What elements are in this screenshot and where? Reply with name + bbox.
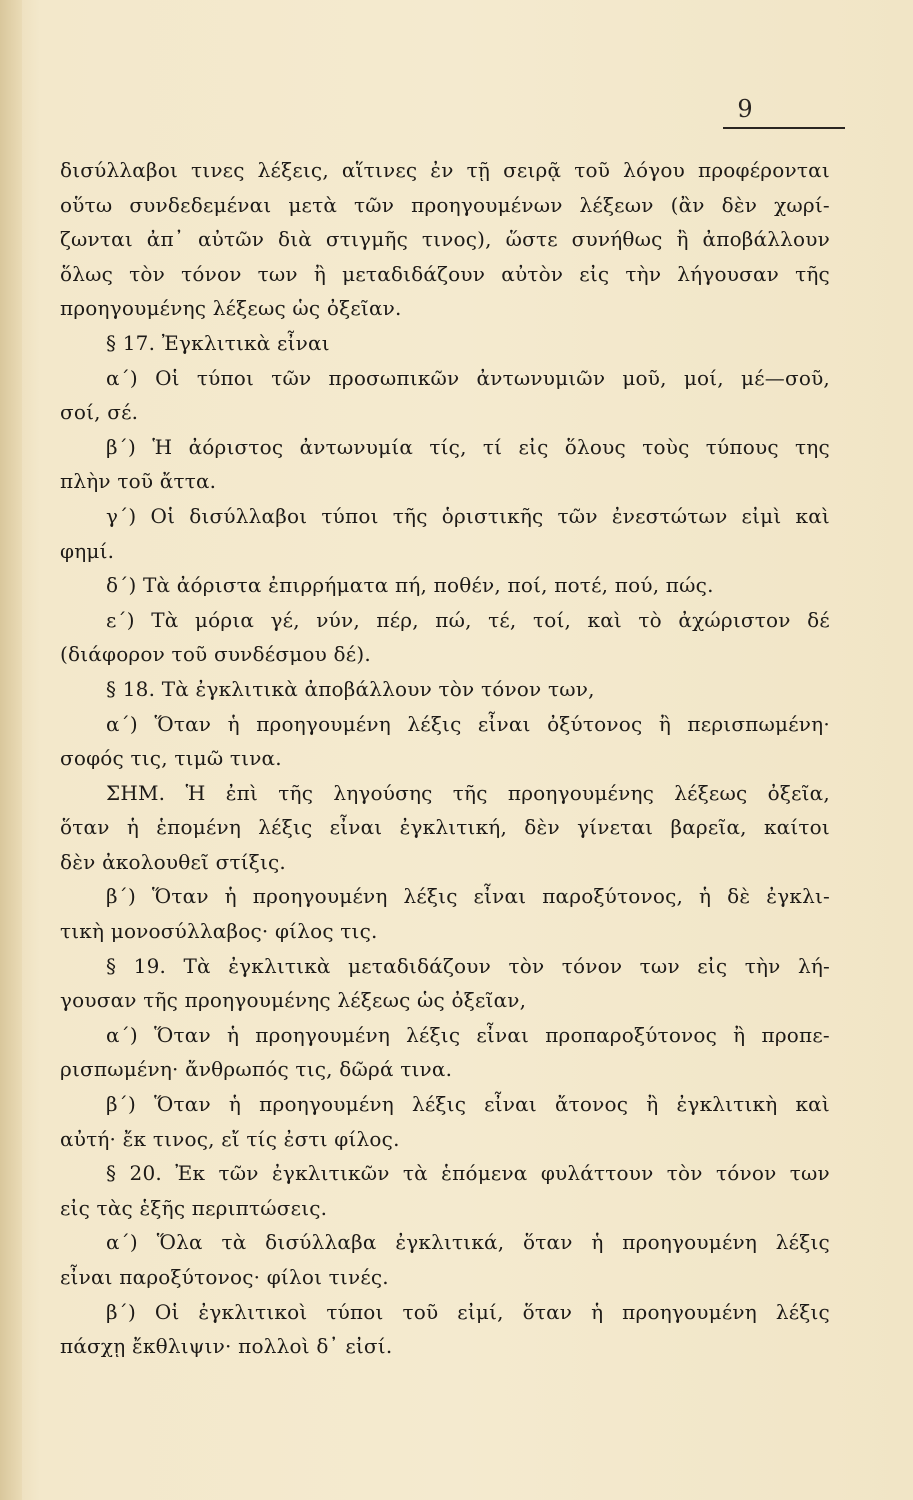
word: προηγουμένη — [259, 1092, 394, 1117]
word: Ὅταν — [154, 711, 212, 736]
word: λέξις — [406, 1022, 461, 1047]
word: ἡ — [224, 884, 237, 909]
word: δὲ — [727, 884, 751, 909]
word: τὸ — [638, 607, 662, 632]
word: τῇ — [466, 158, 491, 182]
word: πώ, — [435, 607, 472, 632]
text-line — [60, 1052, 830, 1087]
word: εἶναι — [476, 1022, 530, 1047]
word: λέξις — [412, 1092, 467, 1117]
word: μετὰ — [288, 192, 338, 217]
text-line — [60, 499, 830, 534]
word: γ΄) — [106, 503, 137, 528]
word: χωρί- — [774, 192, 830, 217]
word: προηγουμένη — [622, 1230, 758, 1255]
word: καίτοι — [763, 815, 830, 840]
word: προπε- — [761, 1022, 830, 1047]
word: εἶναι — [484, 1092, 537, 1117]
word: εἶναι — [477, 711, 531, 736]
line-text: δ΄) Τὰ ἀόριστα ἐπιρρήματα πή, ποθέν, ποί, ποτέ, πού, πώς. — [106, 573, 714, 598]
binding-edge — [0, 0, 22, 1500]
word: ἀχώριστον — [678, 607, 791, 632]
word: τύποι — [196, 365, 255, 390]
word: προηγουμένη — [252, 884, 388, 909]
word: τῆς — [392, 503, 428, 528]
text-line — [60, 603, 830, 638]
text-line — [60, 1087, 830, 1122]
word: ἐπὶ — [225, 780, 259, 805]
word: εἰμὶ — [741, 503, 782, 528]
word: Οἱ — [154, 1299, 180, 1324]
word: τόνον — [561, 953, 623, 978]
word: ΣΗΜ. — [106, 780, 166, 805]
word: παροξύτονος, — [542, 884, 684, 909]
line-text: γουσαν τῆς προηγουμένης λέξεως ὡς ὀξεῖαν, — [60, 988, 527, 1013]
word: προηγουμένης — [507, 780, 655, 805]
text-line — [60, 810, 830, 845]
word: της — [795, 434, 830, 459]
word: εἰς — [697, 953, 728, 978]
word: § — [106, 953, 117, 978]
word: τόνον — [715, 1161, 777, 1186]
word: ἀόριστος — [188, 434, 284, 459]
word: ἐγκλι- — [766, 884, 830, 909]
word: δισύλλαβοι — [189, 503, 308, 528]
text-line — [60, 672, 830, 707]
word: εἰμί, — [457, 1299, 504, 1324]
text-line — [60, 1260, 830, 1295]
word: ἡ — [226, 1022, 240, 1047]
word: Ὅταν — [154, 1092, 211, 1117]
word: ὅταν — [60, 815, 110, 840]
word: α΄) — [106, 1230, 138, 1255]
line-text: πλὴν τοῦ ἄττα. — [60, 469, 217, 494]
word: ὥστε — [505, 227, 558, 252]
text-line — [60, 430, 830, 465]
line-text: § 17. Ἐγκλιτικὰ εἶναι — [106, 330, 330, 355]
line-text: (διάφορον τοῦ συνδέσμου δέ). — [60, 642, 371, 667]
word: τῆς — [278, 780, 314, 805]
word: τέ, — [488, 607, 517, 632]
word: λέξεως — [674, 780, 748, 805]
text-line — [60, 845, 830, 880]
word: ἡ — [591, 1230, 604, 1255]
text-line — [60, 568, 830, 603]
word: (ἂν — [670, 192, 705, 217]
word: ἐγκλιτικὴ — [676, 1092, 778, 1117]
word: μέ—σοῦ, — [741, 365, 830, 390]
word: τύποι — [326, 1299, 384, 1324]
word: τῶν — [354, 192, 395, 217]
word: των — [789, 1161, 830, 1186]
word: μόρια — [194, 607, 255, 632]
line-text: § 18. Τὰ ἐγκλιτικὰ ἀποβάλλουν τὸν τόνον των, — [106, 676, 595, 701]
word: ὅταν — [522, 1299, 573, 1324]
word: ἑπόμενα — [441, 1161, 528, 1186]
text-line — [60, 707, 830, 742]
word: ἢ — [676, 227, 689, 252]
text-line — [60, 1225, 830, 1260]
line-text: ρισπωμένη· ἄνθρωπός τις, δῶρά τινα. — [60, 1057, 453, 1082]
text-line — [60, 1191, 830, 1226]
word: ἡ — [126, 815, 139, 840]
word: συνήθως — [571, 227, 663, 252]
word: ἐγκλιτικῶν — [271, 1161, 390, 1186]
line-text: εἰς τὰς ἑξῆς περιπτώσεις. — [60, 1195, 328, 1220]
word: ζωνται — [60, 227, 133, 252]
text-line — [60, 949, 830, 984]
word: διὰ — [278, 227, 313, 252]
word: τίς, — [429, 434, 467, 459]
text-line — [60, 326, 830, 361]
text-line — [60, 1329, 830, 1364]
word: ἀντωνυμία — [299, 434, 414, 459]
word: 20. — [129, 1161, 162, 1186]
word: τύποι — [321, 503, 379, 528]
word: τὴν — [744, 953, 781, 978]
word: πέρ, — [376, 607, 419, 632]
word: τὰ — [402, 1161, 428, 1186]
word: δὲν — [524, 815, 560, 840]
word: α΄) — [106, 365, 138, 390]
text-line — [60, 464, 830, 499]
word: ἐγκλιτικὰ — [228, 953, 331, 978]
word: μοῦ, — [622, 365, 667, 390]
word: περισπωμένη· — [687, 711, 830, 736]
word: δισύλλαβοι — [60, 158, 178, 182]
word: αὐτὸν — [501, 261, 564, 286]
line-text: πάσχῃ ἔκθλιψιν· πολλοὶ δ᾽ εἰσί. — [60, 1334, 393, 1359]
word: τῆς — [452, 780, 488, 805]
word: εἰς — [579, 261, 610, 286]
word: ἐν — [430, 158, 454, 182]
word: ὅλως — [60, 261, 114, 286]
word: τοῦ — [402, 1299, 439, 1324]
page-number: 9 — [737, 95, 753, 123]
word: λέξις — [407, 711, 462, 736]
word: οὕτω — [60, 192, 113, 217]
text-line — [60, 291, 830, 326]
word: ἢ — [646, 1092, 659, 1117]
word: Οἱ — [150, 503, 176, 528]
word: ἑπομένη — [156, 815, 242, 840]
word: τὴν — [625, 261, 662, 286]
word: εἶναι — [473, 884, 527, 909]
line-text: εἶναι παροξύτονος· φίλοι τινές. — [60, 1265, 389, 1289]
header-rule — [723, 127, 845, 129]
word: μοί, — [683, 365, 724, 390]
line-text: προηγουμένης λέξεως ὡς ὀξεῖαν. — [60, 296, 402, 321]
word: ὅταν — [523, 1230, 573, 1255]
word: Ὅλα — [156, 1230, 203, 1255]
word: βαρεῖα, — [670, 815, 747, 840]
word: ἄτονος — [554, 1092, 629, 1117]
text-line — [60, 1156, 830, 1191]
text-line — [60, 534, 830, 569]
word: λή- — [797, 953, 830, 978]
word: τοῦ — [574, 158, 611, 182]
word: τὸν — [129, 261, 165, 286]
word: γίνεται — [577, 815, 654, 840]
text-line — [60, 1122, 830, 1157]
word: τῶν — [557, 503, 598, 528]
word: ε΄) — [106, 607, 135, 632]
text-line — [60, 257, 830, 292]
word: προφέρονται — [698, 158, 830, 182]
word: λόγου — [623, 158, 685, 182]
text-line — [60, 188, 830, 223]
word: τῆς — [795, 261, 830, 286]
word: Ἡ — [152, 434, 173, 459]
word: δισύλλαβα — [265, 1230, 377, 1255]
word: τινες — [191, 158, 245, 182]
word: ἐγκλιτική, — [399, 815, 508, 840]
word: καὶ — [587, 607, 622, 632]
word: μεταδιδάζουν — [348, 953, 492, 978]
word: φυλάττουν — [540, 1161, 654, 1186]
word: λέξις — [775, 1299, 830, 1324]
word: ἡ — [228, 1092, 242, 1117]
word: ἐγκλιτικοὶ — [198, 1299, 308, 1324]
text-line — [60, 741, 830, 776]
text-line — [60, 776, 830, 811]
text-line — [60, 361, 830, 396]
word: α΄) — [106, 711, 138, 736]
word: προπαροξύτονος — [545, 1022, 718, 1047]
word: λέξις — [775, 1230, 830, 1255]
word: ἢ — [658, 711, 671, 736]
word: ὁριστικῆς — [441, 503, 544, 528]
line-text: σοί, σέ. — [60, 400, 139, 425]
word: τί — [482, 434, 503, 459]
line-text: αὐτή· ἔκ τινος, εἴ τίς ἐστι φίλος. — [60, 1126, 400, 1151]
text-line — [60, 395, 830, 430]
word: γέ, — [270, 607, 300, 632]
word: δέ — [807, 607, 830, 632]
word: τόνον — [181, 261, 242, 286]
word: αἵτινες — [341, 158, 418, 182]
word: τοί, — [532, 607, 572, 632]
word: προηγουμένη — [622, 1299, 757, 1324]
word: ὅλους — [564, 434, 626, 459]
word: σειρᾷ — [503, 158, 562, 182]
word: στιγμῆς — [325, 227, 408, 252]
word: καὶ — [795, 503, 830, 528]
word: νύν, — [316, 607, 360, 632]
word: ἐγκλιτικά, — [395, 1230, 505, 1255]
line-text: τικὴ μονοσύλλαβος· φίλος τις. — [60, 919, 378, 944]
word: καὶ — [795, 1092, 830, 1117]
word: τύπους — [705, 434, 779, 459]
word: Τὰ — [151, 607, 179, 632]
word: ἢ — [313, 261, 327, 286]
word: ἡ — [591, 1299, 604, 1324]
word: ἢ — [733, 1022, 746, 1047]
word: § — [106, 1161, 117, 1186]
word: β΄) — [106, 1092, 136, 1117]
word: ληγούσης — [333, 780, 433, 805]
word: προηγουμένη — [256, 711, 391, 736]
text-line — [60, 222, 830, 257]
word: Τὰ — [183, 953, 211, 978]
word: εἶναι — [329, 815, 383, 840]
word: αὐτῶν — [197, 227, 265, 252]
word: β΄) — [106, 1299, 136, 1324]
line-text: φημί. — [60, 538, 115, 563]
line-text: σοφός τις, τιμῶ τινα. — [60, 746, 282, 771]
word: λέξεις, — [257, 158, 329, 182]
word: προσωπικῶν — [328, 365, 460, 390]
text-line — [60, 153, 830, 188]
word: α΄) — [106, 1022, 138, 1047]
text-line — [60, 1018, 830, 1053]
word: δὲν — [721, 192, 758, 217]
word: τινος), — [421, 227, 492, 252]
word: ἀπ᾽ — [146, 227, 185, 252]
word: ἀντωνυμιῶν — [476, 365, 606, 390]
word: των — [639, 953, 680, 978]
word: ἀποβάλλουν — [702, 227, 830, 252]
word: μεταδιδάζουν — [342, 261, 486, 286]
line-text: δὲν ἀκολουθεῖ στίξις. — [60, 849, 286, 874]
word: τοὺς — [642, 434, 690, 459]
text-line — [60, 879, 830, 914]
word: β΄) — [106, 434, 136, 459]
word: τὰ — [221, 1230, 247, 1255]
word: συνδεδεμέναι — [129, 192, 272, 217]
word: β΄) — [106, 884, 136, 909]
word: τὸν — [508, 953, 545, 978]
word: λέξεων — [579, 192, 654, 217]
body-text — [60, 153, 830, 1364]
text-line — [60, 914, 830, 949]
word: ὀξεῖα, — [767, 780, 830, 805]
word: τῶν — [271, 365, 312, 390]
word: λέξις — [403, 884, 458, 909]
word: λέξις — [258, 815, 313, 840]
word: ὀξύτονος — [547, 711, 643, 736]
word: λήγουσαν — [677, 261, 780, 286]
word: προηγουμένων — [411, 192, 563, 217]
word: Ἡ — [185, 780, 206, 805]
word: 19. — [133, 953, 167, 978]
word: Οἱ — [155, 365, 180, 390]
text-line — [60, 1295, 830, 1330]
word: ἡ — [699, 884, 712, 909]
word: Ἐκ — [175, 1161, 206, 1186]
text-line — [60, 983, 830, 1018]
word: των — [257, 261, 298, 286]
word: τῶν — [218, 1161, 259, 1186]
word: Ὅταν — [154, 1022, 211, 1047]
word: τὸν — [666, 1161, 703, 1186]
word: Ὅταν — [151, 884, 209, 909]
text-line — [60, 637, 830, 672]
word: εἰς — [518, 434, 549, 459]
word: ἐνεστώτων — [611, 503, 728, 528]
word: ἡ — [227, 711, 240, 736]
word: προηγουμένη — [255, 1022, 391, 1047]
